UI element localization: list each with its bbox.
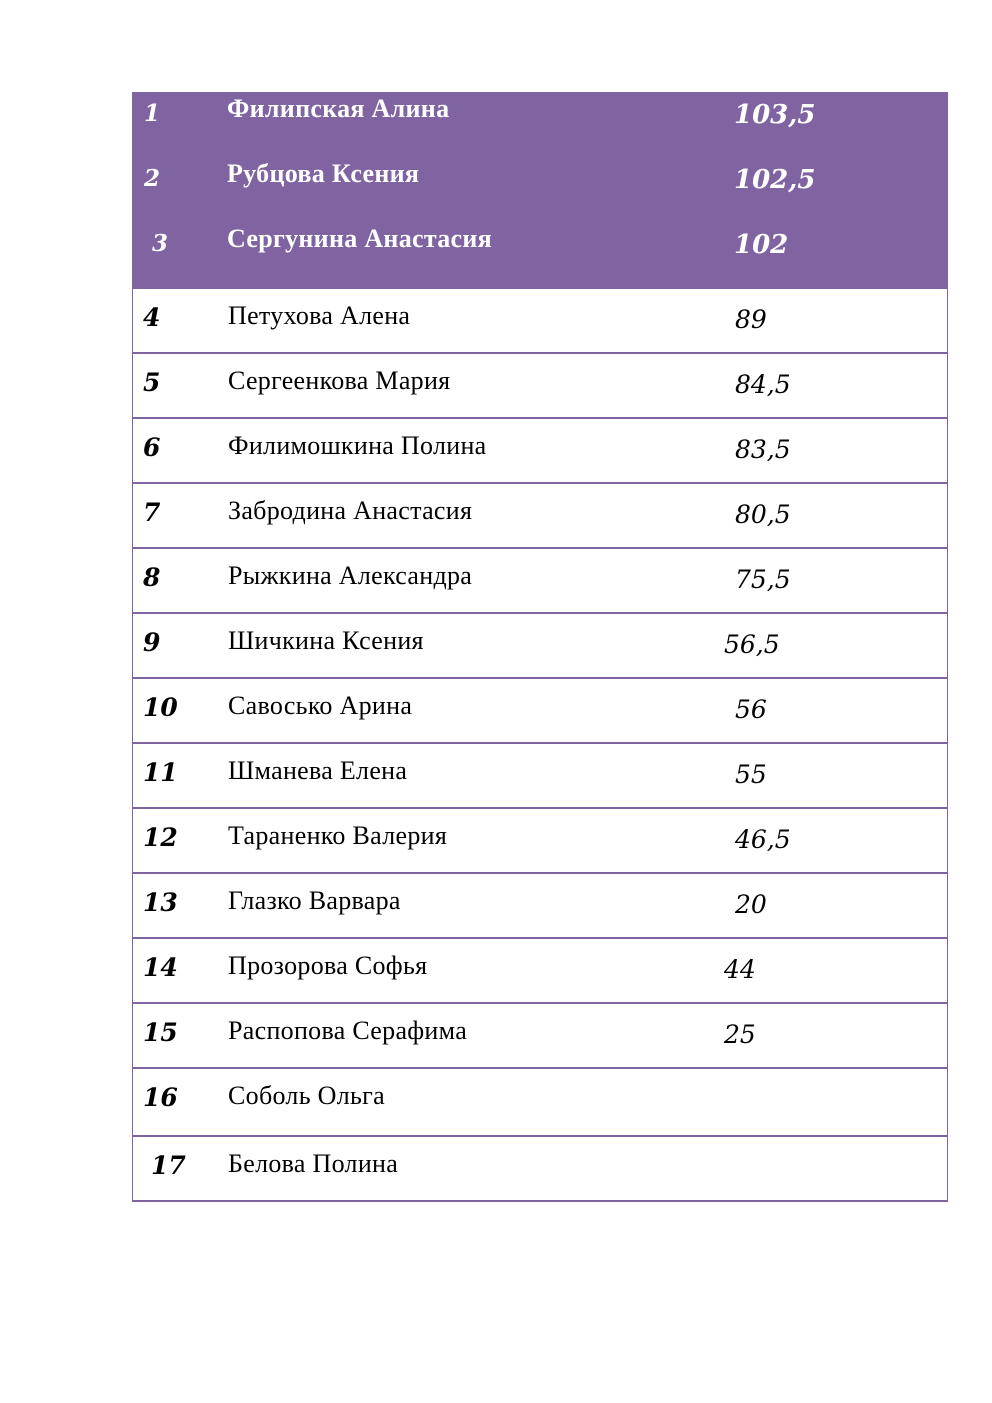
place-number: 10 xyxy=(143,693,178,722)
score-value: 89 xyxy=(735,305,767,334)
place-number: 7 xyxy=(143,498,161,527)
table-row xyxy=(132,354,948,419)
score-value: 20 xyxy=(735,890,767,919)
score-value: 102 xyxy=(734,230,789,260)
participant-name: Шманева Елена xyxy=(228,756,408,785)
place-number: 15 xyxy=(143,1018,178,1047)
participant-name: Рубцова Ксения xyxy=(227,159,420,188)
table-row xyxy=(132,157,948,222)
table-row xyxy=(132,289,948,354)
table-row xyxy=(132,1137,948,1202)
participant-name: Филимошкина Полина xyxy=(228,431,487,460)
place-number: 2 xyxy=(144,165,161,192)
participant-name: Шичкина Ксения xyxy=(228,626,424,655)
place-number: 14 xyxy=(143,953,178,982)
participant-name: Сергеенкова Мария xyxy=(228,366,451,395)
place-number: 9 xyxy=(143,628,161,657)
table-row xyxy=(132,92,948,157)
table-row xyxy=(132,1004,948,1069)
participant-name: Сергунина Анастасия xyxy=(227,224,493,253)
results-table xyxy=(132,92,948,1202)
place-number: 8 xyxy=(143,563,161,592)
score-value: 56 xyxy=(735,695,767,724)
score-value: 75,5 xyxy=(735,565,791,594)
score-value: 83,5 xyxy=(735,435,791,464)
participant-name: Рыжкина Александра xyxy=(228,561,473,590)
place-number: 17 xyxy=(151,1151,186,1180)
table-row xyxy=(132,744,948,809)
place-number: 11 xyxy=(143,758,178,787)
participant-name: Тараненко Валерия xyxy=(228,821,448,850)
table-row xyxy=(132,222,948,287)
top-three-block xyxy=(132,92,948,289)
score-value: 46,5 xyxy=(735,825,791,854)
table-row xyxy=(132,679,948,744)
participant-name: Савосько Арина xyxy=(228,691,413,720)
table-row xyxy=(132,1069,948,1137)
table-row xyxy=(132,549,948,614)
score-value: 103,5 xyxy=(734,100,816,130)
place-number: 12 xyxy=(143,823,178,852)
score-value: 80,5 xyxy=(735,500,791,529)
score-value: 84,5 xyxy=(735,370,791,399)
place-number: 5 xyxy=(143,368,161,397)
participant-name: Глазко Варвара xyxy=(228,886,401,915)
participant-name: Белова Полина xyxy=(228,1149,399,1178)
place-number: 1 xyxy=(144,100,161,127)
participant-name: Забродина Анастасия xyxy=(228,496,473,525)
participant-name: Прозорова Софья xyxy=(228,951,428,980)
score-value: 56,5 xyxy=(724,630,780,659)
place-number: 13 xyxy=(143,888,178,917)
table-row xyxy=(132,614,948,679)
place-number: 4 xyxy=(143,303,161,332)
table-row xyxy=(132,419,948,484)
score-value: 44 xyxy=(724,955,756,984)
participant-name: Филипская Алина xyxy=(227,94,450,123)
score-value: 55 xyxy=(735,760,767,789)
table-row xyxy=(132,874,948,939)
table-row xyxy=(132,484,948,549)
score-value: 102,5 xyxy=(734,165,816,195)
participant-name: Петухова Алена xyxy=(228,301,411,330)
participant-name: Распопова Серафима xyxy=(228,1016,468,1045)
place-number: 3 xyxy=(152,230,169,257)
score-value: 25 xyxy=(724,1020,756,1049)
place-number: 6 xyxy=(143,433,161,462)
table-row xyxy=(132,809,948,874)
place-number: 16 xyxy=(143,1083,178,1112)
table-row xyxy=(132,939,948,1004)
participant-name: Соболь Ольга xyxy=(228,1081,385,1110)
